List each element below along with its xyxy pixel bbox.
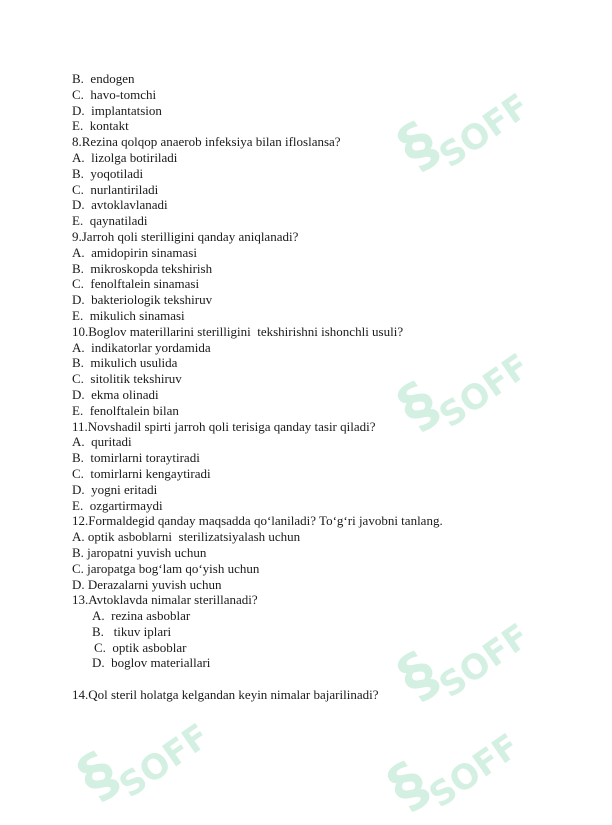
question-text: 11.Novshadil spirti jarroh qoli terisiga qanday tasir qiladi? [72, 418, 376, 434]
answer-option: B. jaropatni yuvish uchun [72, 544, 207, 560]
svg-text:§: § [385, 108, 451, 183]
answer-option: C. sitolitik tekshiruv [72, 371, 182, 387]
watermark-text: SOFF [422, 726, 527, 817]
question-text: 8.Rezina qolqop anaerob infeksiya bilan ifloslansa? [72, 134, 341, 150]
answer-option: B. mikroskopda tekshirish [72, 260, 213, 276]
answer-option: A. optik asboblarni sterilizatsiyalash uchun [72, 529, 301, 545]
watermark-logo-icon [375, 700, 535, 823]
answer-option: D. Derazalarni yuvish uchun [72, 576, 222, 592]
answer-option: B. mikulich usulida [72, 355, 178, 371]
watermark-logo-icon [65, 690, 225, 813]
answer-option: A. rezina asboblar [92, 608, 191, 624]
watermark-logo [65, 690, 225, 813]
answer-option: E. ozgartirmaydi [72, 497, 163, 513]
question-text: 13.Avtoklavda nimalar sterillanadi? [72, 592, 258, 608]
answer-option: B. tomirlarni toraytiradi [72, 450, 200, 466]
svg-text:§: § [385, 638, 451, 713]
answer-option: D. yogni eritadi [72, 481, 158, 497]
watermark-text: SOFF [432, 616, 537, 707]
watermark-text: SOFF [112, 716, 217, 807]
answer-option: C. tomirlarni kengaytiradi [72, 465, 211, 481]
answer-option: C. fenolftalein sinamasi [72, 276, 200, 292]
answer-option: D. boglov materiallari [92, 655, 211, 671]
answer-option: C. havo-tomchi [72, 86, 157, 102]
answer-option: E. kontakt [72, 118, 129, 134]
question-text: 9.Jarroh qoli sterilligini qanday aniqlanadi? [72, 228, 299, 244]
answer-option: D. avtoklavlanadi [72, 197, 168, 213]
watermark-text: SOFF [432, 86, 537, 177]
answer-option: B. tikuv iplari [92, 623, 172, 639]
answer-option: C. jaropatga bog‘lam qo‘yish uchun [72, 560, 260, 576]
watermark-logo [375, 700, 535, 823]
answer-option: A. quritadi [72, 434, 132, 450]
answer-option: B. yoqotiladi [72, 165, 144, 181]
answer-option: A. lizolga botiriladi [72, 149, 178, 165]
blank-line [72, 671, 572, 687]
answer-option: A. indikatorlar yordamida [72, 339, 211, 355]
answer-option: E. qaynatiladi [72, 213, 148, 229]
svg-text:§: § [375, 748, 441, 823]
question-text: 10.Boglov materillarini sterilligini tekshirishni ishonchli usuli? [72, 323, 404, 339]
answer-option: C. optik asboblar [94, 639, 187, 655]
answer-option: E. mikulich sinamasi [72, 307, 185, 323]
svg-text:§: § [65, 738, 131, 813]
question-text: 12.Formaldegid qanday maqsadda qo‘laniladi? To‘g‘ri javobni tanlang. [72, 513, 443, 529]
answer-option: C. nurlantiriladi [72, 181, 159, 197]
answer-option: D. implantatsion [72, 102, 162, 118]
answer-option: D. ekma olinadi [72, 386, 159, 402]
svg-text:§: § [385, 368, 451, 443]
answer-option: E. fenolftalein bilan [72, 402, 179, 418]
question-text: 14.Qol steril holatga kelgandan keyin nimalar bajarilinadi? [72, 687, 379, 703]
answer-option: A. amidopirin sinamasi [72, 244, 197, 260]
watermark-text: SOFF [432, 346, 537, 437]
answer-option: D. bakteriologik tekshiruv [72, 292, 213, 308]
answer-option: B. endogen [72, 71, 135, 86]
quiz-text-body [72, 71, 572, 703]
